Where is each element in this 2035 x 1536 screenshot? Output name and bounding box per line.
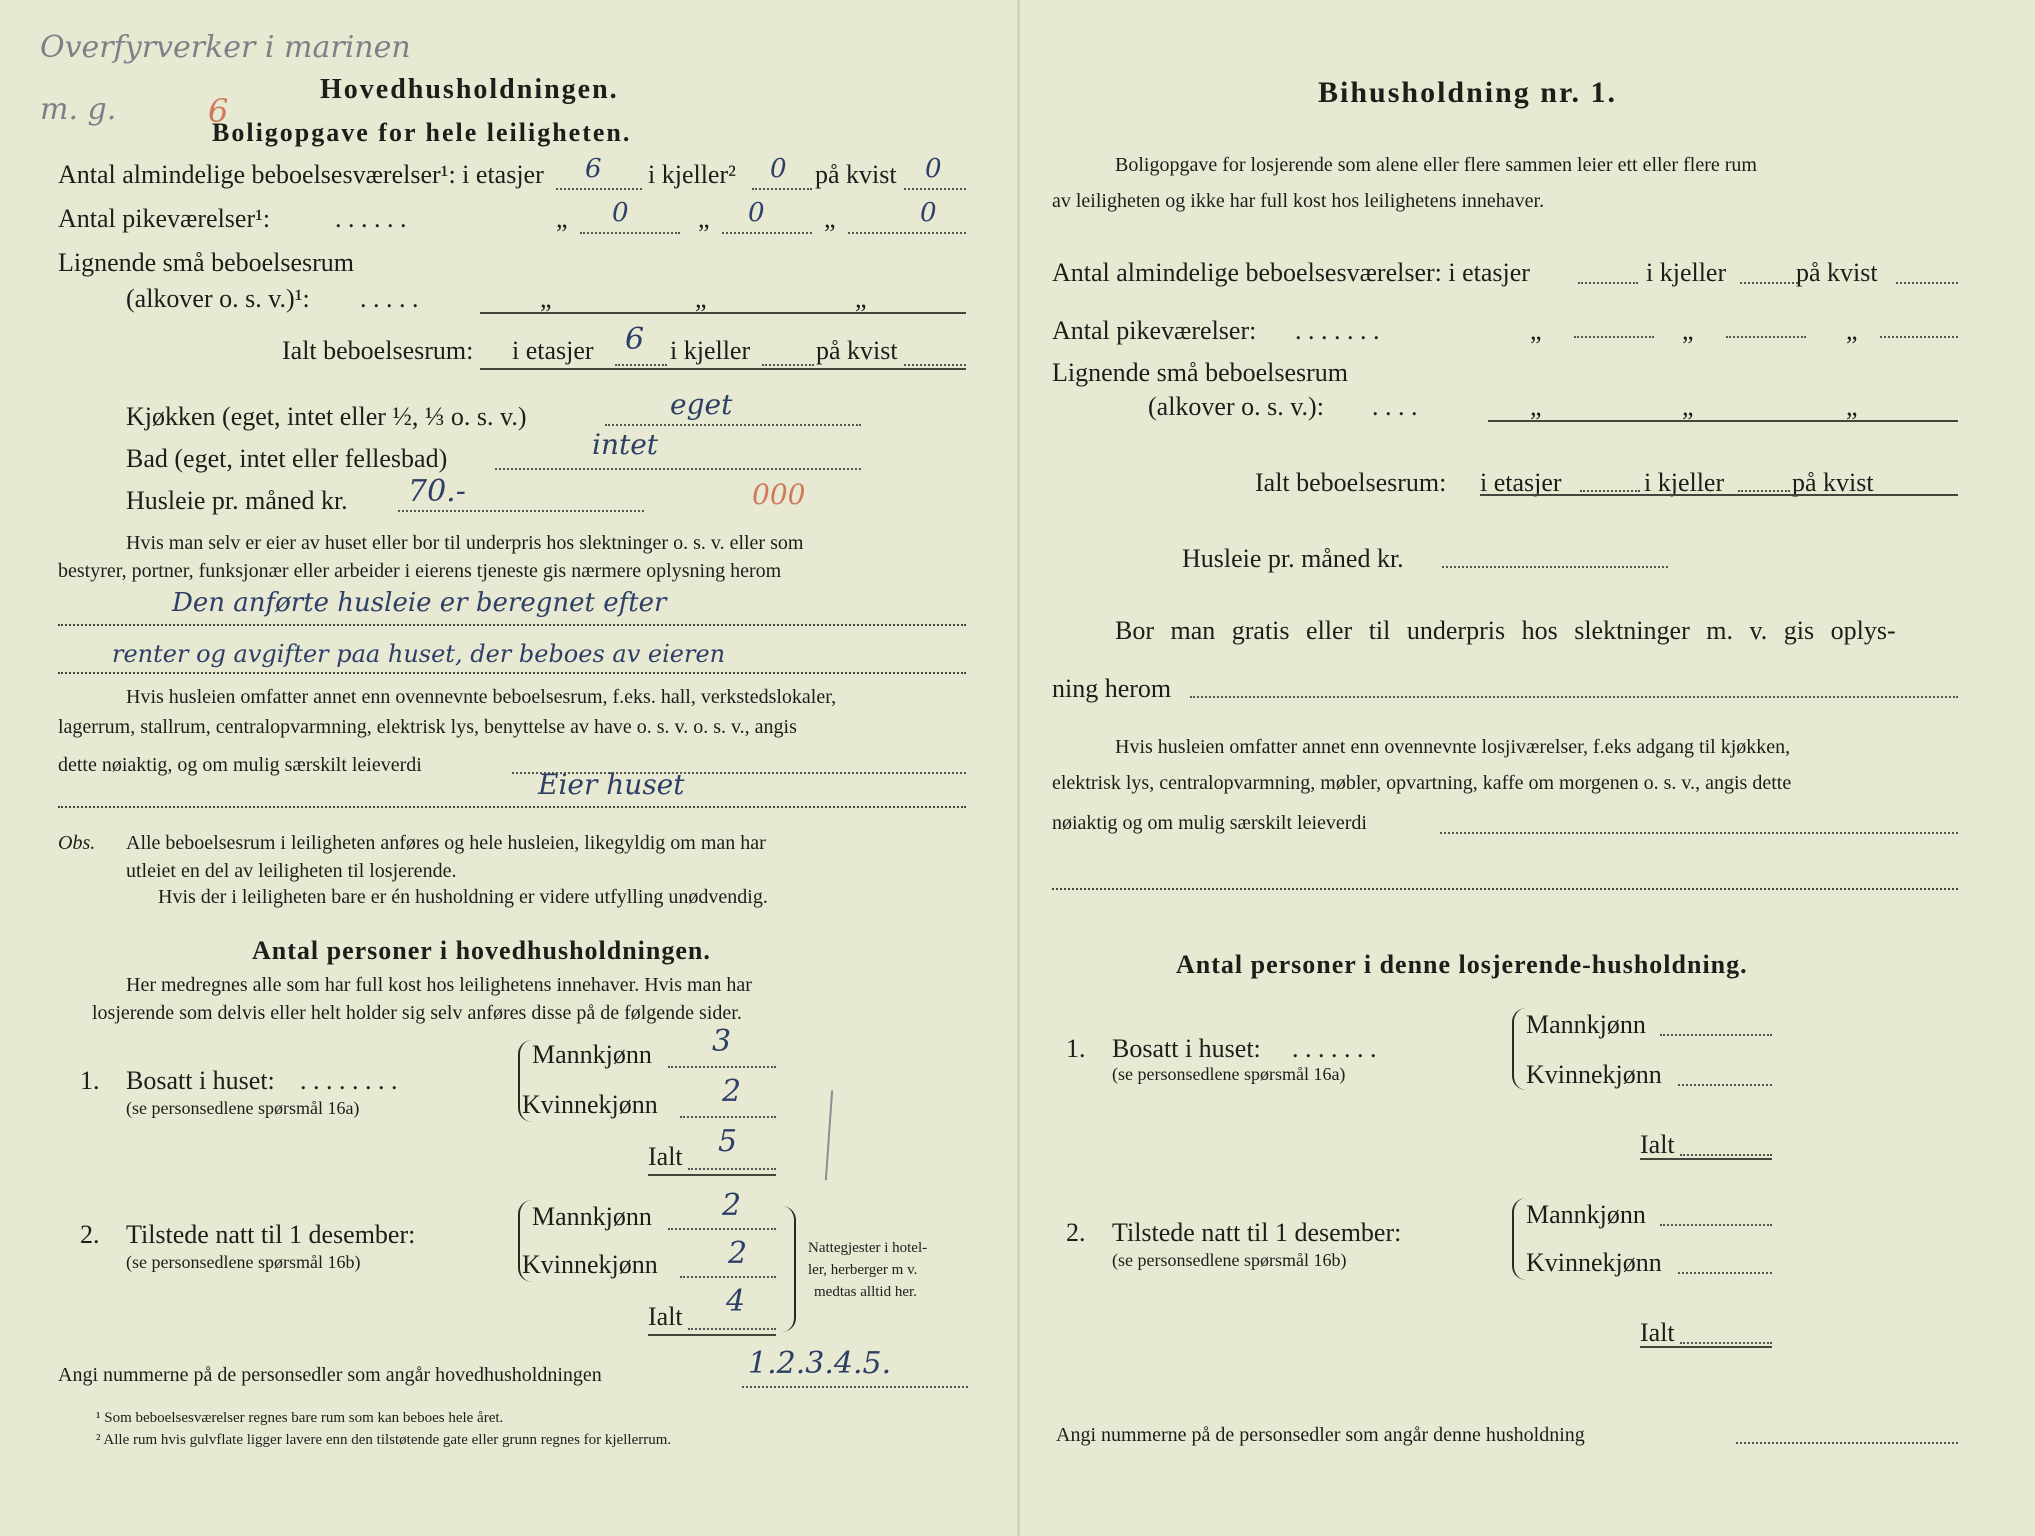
left-extras-note-line1: Hvis husleien omfatter annet enn ovennevnte beboelsesrum, f.eks. hall, verkstedslokaler, [126, 686, 837, 708]
left-q1-total-label: Ialt [648, 1142, 683, 1171]
left-maid-ditto-1: „ [556, 204, 568, 233]
left-q2-male-line [668, 1228, 776, 1230]
right-total-underline [1480, 494, 1958, 496]
left-footnote-2: ² Alle rum hvis gulvflate ligger lavere enn den tilstøtende gate eller grunn regnes for kjellerrum. [96, 1432, 672, 1448]
right-title: Bihusholdning nr. 1. [1318, 76, 1618, 109]
left-total-kjeller-label: i kjeller [670, 336, 751, 365]
right-q2-male-line [1660, 1224, 1772, 1226]
left-q1-label: Bosatt i huset: [126, 1066, 275, 1095]
left-q1-number: 1. [80, 1066, 100, 1095]
left-q1-male-value: 3 [712, 1024, 732, 1059]
left-q2-total-line [688, 1328, 776, 1330]
left-rooms-kvist-value: 0 [925, 154, 942, 184]
right-q1-female-label: Kvinnekjønn [1526, 1060, 1662, 1089]
left-owner-answer-line1-rule [58, 624, 966, 626]
left-total-underline [480, 368, 966, 370]
corner-note-marker: m. g. [40, 92, 117, 127]
left-maid-ditto-2: „ [698, 204, 710, 233]
right-q2-total-underline [1640, 1346, 1772, 1348]
left-numbers-line [742, 1386, 968, 1388]
left-numbers-value: 1.2.3.4.5. [748, 1346, 892, 1381]
left-persons-note-line1: Her medregnes alle som har full kost hos leilighetens innehaver. Hvis man har [126, 974, 752, 996]
left-obs-line1: Alle beboelsesrum i leiligheten anføres og hele husleien, likegyldig om man har [126, 832, 766, 854]
right-q2-total-line [1680, 1342, 1772, 1344]
left-rent-value: 70.- [408, 474, 466, 509]
left-maid-line-3 [848, 232, 966, 234]
right-q1-label: Bosatt i huset: [1112, 1034, 1261, 1063]
right-numbers-label: Angi nummerne på de personsedler som angår denne husholdning [1056, 1424, 1585, 1446]
left-q2-female-value: 2 [728, 1236, 748, 1271]
right-maid-rooms-label: Antal pikeværelser: [1052, 316, 1257, 345]
right-total-etasjer-label: i etasjer [1480, 468, 1562, 497]
left-bath-label: Bad (eget, intet eller fellesbad) [126, 444, 448, 473]
left-alcoves-ditto-2: „ [695, 284, 707, 313]
left-total-kvist-line [904, 364, 966, 366]
left-extras-note-line3: dette nøiaktig, og om mulig særskilt leieverdi [58, 754, 422, 776]
right-rent-line [1442, 566, 1668, 568]
left-q1-total-value: 5 [718, 1124, 738, 1159]
right-intro-line1: Boligopgave for losjerende som alene eller flere sammen leier ett eller flere rum [1115, 154, 1757, 176]
right-maid-ditto-2: „ [1682, 316, 1694, 345]
right-q1-male-line [1660, 1034, 1772, 1036]
left-q1-male-label: Mannkjønn [532, 1040, 652, 1069]
right-total-kvist-label: på kvist [1792, 468, 1874, 497]
right-rooms-kjeller-line [1740, 282, 1798, 284]
left-maid-rooms-label: Antal pikeværelser¹: [58, 204, 271, 233]
left-alcoves-label: (alkover o. s. v.)¹: [126, 284, 310, 313]
right-q1-subnote: (se personsedlene spørsmål 16a) [1112, 1064, 1346, 1084]
right-maid-line-3 [1880, 336, 1958, 338]
left-numbers-label: Angi nummerne på de personsedler som angår hovedhusholdningen [58, 1364, 602, 1386]
left-check-mark [815, 1090, 833, 1181]
right-alcoves-dots: . . . . [1372, 392, 1418, 421]
right-alcoves-ditto-1: „ [1530, 392, 1542, 421]
right-free-rent-line2: ning herom [1052, 674, 1172, 703]
right-q2-male-label: Mannkjønn [1526, 1200, 1646, 1229]
right-q2-subnote: (se personsedlene spørsmål 16b) [1112, 1250, 1347, 1270]
right-alcoves-ditto-2: „ [1682, 392, 1694, 421]
left-bath-value: intet [592, 428, 659, 461]
left-q2-subnote: (se personsedlene spørsmål 16b) [126, 1252, 361, 1272]
right-maid-ditto-3: „ [1846, 316, 1858, 345]
left-persons-title: Antal personer i hovedhusholdningen. [252, 936, 711, 965]
right-extras-note-line2: elektrisk lys, centralopvarmning, møbler, opvartning, kaffe om morgenen o. s. v., angis dette [1052, 772, 1792, 794]
right-q1-female-line [1678, 1084, 1772, 1086]
right-q2-number: 2. [1066, 1218, 1086, 1247]
left-kitchen-label: Kjøkken (eget, intet eller ½, ⅓ o. s. v.) [126, 402, 527, 431]
left-alcoves-line [480, 312, 966, 314]
right-rooms-etasjer-line [1578, 282, 1638, 284]
left-q1-dots: . . . . . . . . [300, 1066, 398, 1095]
left-q1-female-value: 2 [722, 1074, 742, 1109]
right-q1-total-underline [1640, 1158, 1772, 1160]
right-q2-female-label: Kvinnekjønn [1526, 1248, 1662, 1277]
left-extras-note-line2: lagerrum, stallrum, centralopvarmning, elektrisk lys, benyttelse av have o. s. v. o. s. v., angis [58, 716, 797, 738]
left-maid-ditto-3: „ [824, 204, 836, 233]
corner-note-number: 6 [208, 92, 229, 130]
left-maid-value-1: 0 [612, 198, 629, 228]
left-total-kjeller-line [762, 364, 814, 366]
right-rent-label: Husleie pr. måned kr. [1182, 544, 1404, 573]
right-small-rooms-label: Lignende små beboelsesrum [1052, 358, 1349, 387]
left-q1-subnote: (se personsedlene spørsmål 16a) [126, 1098, 360, 1118]
left-footnote-1: ¹ Som beboelsesværelser regnes bare rum som kan beboes hele året. [96, 1410, 504, 1426]
left-rooms-etasjer-value: 6 [585, 154, 602, 184]
right-rooms-label: Antal almindelige beboelsesværelser: i etasjer [1052, 258, 1530, 287]
left-rent-red-mark: 000 [752, 478, 806, 511]
right-rooms-kjeller-label: i kjeller [1646, 258, 1727, 287]
left-q2-male-value: 2 [722, 1188, 742, 1223]
right-alcoves-ditto-3: „ [1846, 392, 1858, 421]
left-bath-line [495, 468, 861, 470]
corner-note-occupation: Overfyrverker i marinen [40, 30, 411, 65]
left-nightguests-line1: Nattegjester i hotel- [808, 1240, 928, 1256]
right-rooms-kvist-line [1896, 282, 1958, 284]
left-owner-answer-line1: Den anførte husleie er beregnet efter [172, 588, 667, 618]
left-persons-note-line2: losjerende som delvis eller helt holder sig selv anføres disse på de følgende sider. [92, 1002, 742, 1024]
left-total-etasjer-line [615, 364, 667, 366]
right-extras-note-line3: nøiaktig og om mulig særskilt leieverdi [1052, 812, 1367, 834]
right-numbers-line [1736, 1442, 1958, 1444]
right-alcoves-label: (alkover o. s. v.): [1148, 392, 1324, 421]
left-rooms-label: Antal almindelige beboelsesværelser¹: i etasjer [58, 160, 544, 189]
left-q2-female-line [680, 1276, 776, 1278]
right-q1-number: 1. [1066, 1034, 1086, 1063]
left-kitchen-line [605, 424, 861, 426]
right-q1-male-label: Mannkjønn [1526, 1010, 1646, 1039]
left-q2-right-brace [780, 1206, 796, 1332]
right-total-label: Ialt beboelsesrum: [1255, 468, 1447, 497]
left-q2-number: 2. [80, 1220, 100, 1249]
left-q1-male-line [668, 1066, 776, 1068]
left-maid-line-2 [722, 232, 812, 234]
left-q1-female-label: Kvinnekjønn [522, 1090, 658, 1119]
left-q2-total-value: 4 [726, 1284, 746, 1319]
right-persons-title: Antal personer i denne losjerende-husholdning. [1176, 950, 1748, 979]
right-maid-ditto-1: „ [1530, 316, 1542, 345]
left-owner-answer-line2: renter og avgifter paa huset, der beboes av eieren [112, 640, 726, 668]
left-total-label: Ialt beboelsesrum: [282, 336, 474, 365]
right-q2-brace [1512, 1198, 1526, 1280]
left-owner-note-line2: bestyrer, portner, funksjonær eller arbeider i eierens tjeneste gis nærmere oplysning herom [58, 560, 782, 582]
right-q2-label: Tilstede natt til 1 desember: [1112, 1218, 1402, 1247]
left-q2-label: Tilstede natt til 1 desember: [126, 1220, 416, 1249]
left-rooms-kjeller-label: i kjeller² [648, 160, 736, 189]
left-extras-second-line [58, 806, 966, 808]
left-obs-line2: utleiet en del av leiligheten til losjerende. [126, 860, 457, 882]
right-maid-rooms-dots: . . . . . . . [1295, 316, 1380, 345]
left-q2-female-label: Kvinnekjønn [522, 1250, 658, 1279]
left-rent-line [398, 510, 644, 512]
left-owner-note-line1: Hvis man selv er eier av huset eller bor til underpris hos slektninger o. s. v. eller som [126, 532, 804, 554]
right-q1-dots: . . . . . . . [1292, 1034, 1377, 1063]
right-q1-brace [1512, 1008, 1526, 1090]
left-rooms-kvist-label: på kvist [815, 160, 897, 189]
left-rooms-kjeller-line [752, 188, 812, 190]
page-fold [1017, 0, 1020, 1536]
left-nightguests-line3: medtas alltid her. [814, 1284, 917, 1300]
left-small-rooms-label: Lignende små beboelsesrum [58, 248, 355, 277]
right-q1-total-label: Ialt [1640, 1130, 1675, 1159]
left-alcoves-ditto-1: „ [540, 284, 552, 313]
right-alcoves-line [1488, 420, 1958, 422]
left-q2-male-label: Mannkjønn [532, 1202, 652, 1231]
right-q1-total-line [1680, 1154, 1772, 1156]
right-free-rent-line [1190, 696, 1958, 698]
right-total-kjeller-label: i kjeller [1644, 468, 1725, 497]
left-alcoves-dots: . . . . . [360, 284, 419, 313]
right-maid-line-1 [1574, 336, 1654, 338]
left-total-kvist-label: på kvist [816, 336, 898, 365]
left-q1-total-line [688, 1168, 776, 1170]
left-q2-total-underline [648, 1334, 776, 1336]
left-maid-rooms-dots: . . . . . . [335, 204, 407, 233]
left-kitchen-value: eget [670, 388, 733, 421]
left-q1-female-line [680, 1116, 776, 1118]
left-rent-label: Husleie pr. måned kr. [126, 486, 348, 515]
right-rooms-kvist-label: på kvist [1796, 258, 1878, 287]
right-extras-note-line1: Hvis husleien omfatter annet enn ovennevnte losjiværelser, f.eks adgang til kjøkken, [1115, 736, 1791, 758]
right-extras-value-line [1440, 832, 1958, 834]
right-total-kjeller-line [1738, 490, 1790, 492]
left-total-etasjer-label: i etasjer [512, 336, 594, 365]
left-subtitle: Boligopgave for hele leiligheten. [212, 118, 632, 147]
left-owner-answer-line2-rule [58, 672, 966, 674]
left-title: Hovedhusholdningen. [320, 74, 619, 105]
left-extras-value: Eier huset [538, 768, 685, 801]
right-maid-line-2 [1726, 336, 1806, 338]
right-free-rent-line1: Bor man gratis eller til underpris hos slektninger m. v. gis oplys- [1115, 616, 1896, 645]
right-extras-second-line [1052, 888, 1958, 890]
right-q2-total-label: Ialt [1640, 1318, 1675, 1347]
left-alcoves-ditto-3: „ [855, 284, 867, 313]
left-total-etasjer-value: 6 [625, 322, 645, 357]
left-rooms-kjeller-value: 0 [770, 154, 787, 184]
left-rooms-etasjer-line [556, 188, 642, 190]
left-maid-value-3: 0 [920, 198, 937, 228]
left-q1-total-underline [648, 1174, 776, 1176]
left-q2-total-label: Ialt [648, 1302, 683, 1331]
left-rooms-kvist-line [904, 188, 966, 190]
left-obs-label: Obs. [58, 832, 96, 854]
left-nightguests-line2: ler, herberger m v. [808, 1262, 918, 1278]
right-total-etasjer-line [1580, 490, 1640, 492]
right-intro-line2: av leiligheten og ikke har full kost hos leilighetens innehaver. [1052, 190, 1545, 212]
left-obs-line3: Hvis der i leiligheten bare er én husholdning er videre utfylling unødvendig. [158, 886, 768, 908]
right-q2-female-line [1678, 1272, 1772, 1274]
left-maid-value-2: 0 [748, 198, 765, 228]
left-maid-line-1 [580, 232, 680, 234]
